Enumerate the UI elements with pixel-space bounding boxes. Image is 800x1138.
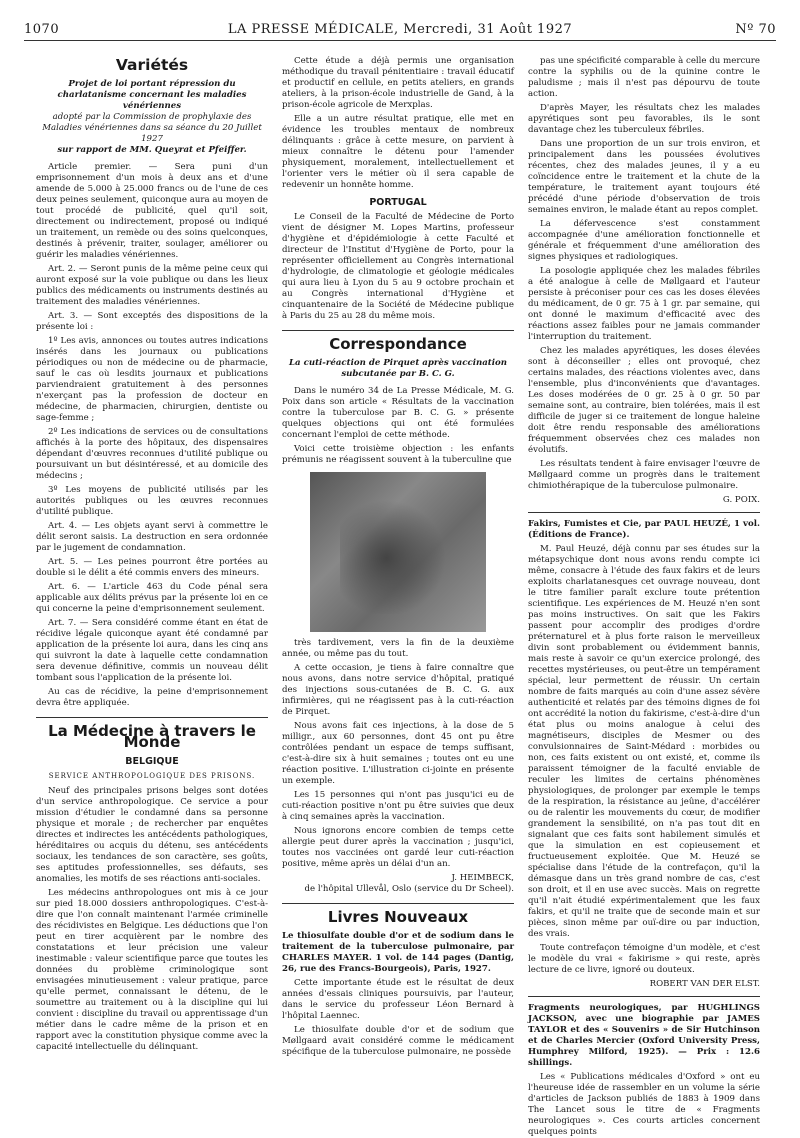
- belgique-heading: BELGIQUE: [125, 756, 179, 767]
- c3-para-5: La posologie appliquée chez les malades fébriles a été analogue à celle de Møllgaard et l'auteur persiste à préconiser pour ces cas les doses élevées du médicament, de 0 gr. 75 à 1 gr. par semaine, qui ont donné le maximum d'efficacité avec des réactions assez faibles pour ne jamais commander l'interruption du traitement.: [528, 266, 760, 342]
- article-5: Art. 5. — Les peines pourront être portées au double si le délit a été commis envers des mineurs.: [36, 557, 268, 578]
- livre1-para-1: Cette importante étude est le résultat de deux années d'essais cliniques poursuivis, par l'auteur, dans le service du professeur Léon Bernard à l'hôpital Laennec.: [282, 978, 514, 1021]
- page-header: [24, 20, 776, 41]
- livre1-title: Le thiosulfate double d'or et de sodium dans le traitement de la tuberculose pulmonaire, par CHARLES MAYER. 1 vol. de 144 pages (Dantig, 26, rue des Francs-Bourgeois), Paris, 1927.: [282, 931, 514, 974]
- cuti-para-3: très tardivement, vers la fin de la deuxième année, ou même pas du tout.: [282, 638, 514, 659]
- livre2-para-2: Toute contrefaçon témoigne d'un modèle, et c'est le modèle du vrai « fakirisme » qui reste, après lecture de ce livre, ignoré ou douteux.: [528, 943, 760, 975]
- cuti-title: [282, 358, 514, 380]
- cuti-title-text: La cuti-réaction de Pirquet après vaccination subcutanée par B. C. G.: [288, 358, 508, 379]
- column-1: [36, 56, 268, 1066]
- projet-adopt: adopté par la Commission de prophylaxie des Maladies vénériennes dans sa séance du 20 Juillet 1927: [42, 112, 262, 144]
- issue-number: Nº 70: [735, 22, 776, 37]
- c3-para-6: Chez les malades apyrétiques, les doses élevées sont à déconseiller ; elles ont provoqué, chez certains malades, des réactions violentes avec, dans l'ensemble, plus d'inconvénients que d'avantages. Les doses modérées de 0 gr. 25 à 0 gr. 50 par semaine sont, au contraire, bien tolérées, mais il est difficile de juger si ce traitement de longue haleine doit être rendu responsable des améliorations fréquemment observées chez ces malades non évolutifs.: [528, 346, 760, 455]
- article-3-1: 1º Les avis, annonces ou toutes autres indications insérés dans les journaux ou publications périodiques ou non de médecine ou de pharmacie, sauf le cas où lesdits journaux et publications parviendraient gratuitement à des personnes n'exerçant pas la profession de docteur en médecine, de pharmacien, chirurgien, dentiste ou sage-femme ;: [36, 336, 268, 423]
- service-title: SERVICE ANTHROPOLOGIQUE DES PRISONS.: [48, 772, 256, 780]
- intro-para-1: Cette étude a déjà permis une organisation méthodique du travail pénitentiaire : travail éducatif et productif en cellule, en petits ateliers, en grands ateliers, à la prison-école industrielle de Gand, à la prison-école agricole de Merxplas.: [282, 56, 514, 110]
- article-3-2: 2º Les indications de services ou de consultations affichés à la porte des hôpitaux, des dispensaires dépendant d'œuvres reconnues d'utilité publique ou poursuivant un but désintéressé, et au domicile des médecins ;: [36, 427, 268, 481]
- column-3: [528, 56, 760, 1137]
- c3-para-1: pas une spécificité comparable à celle du mercure contre la syphilis ou de la quinine contre le paludisme ; mais il n'est pas dépourvu de toute action.: [528, 56, 760, 99]
- article-4: Art. 4. — Les objets ayant servi à commettre le délit seront saisis. La destruction en sera ordonnée par le jugement de condamnation.: [36, 521, 268, 553]
- service-para-2: Les médecins anthropologues ont mis à ce jour sur pied 18.000 dossiers anthropologiques. C'est-à-dire que l'on connaît maintenant l'armée criminelle des récidivistes en Belgique. Les déductions que l'on peut en tirer acquièrent par le nombre des constatations et leur précision une valeur inestimable : valeur scientifique parce que toutes les données du problème criminologique sont envisagées minutieusement : valeur pratique, parce qu'elle permet, connaissant le détenu, de le soumettre au traitement ou à la discipline qui lui convient : discipline du travail ou apprentissage d'un métier dans le cadre même de la prison et en rapport avec la constitution physique comme avec la capacité intellectuelle du délinquant.: [36, 888, 268, 1052]
- projet-rapport: sur rapport de MM. Queyrat et Pfeiffer.: [57, 145, 247, 155]
- column-2: [282, 56, 514, 1066]
- divider: [36, 717, 268, 718]
- varietes-title: Variétés: [115, 56, 189, 74]
- signature-elst: ROBERT VAN DER ELST.: [649, 979, 760, 989]
- portugal-heading: PORTUGAL: [369, 197, 427, 208]
- divider: [528, 996, 760, 997]
- cuti-para-5: Nous avons fait ces injections, à la dose de 5 milligr., aux 60 personnes, dont 45 ont pu être contrôlées pendant un espace de temps suffisant, c'est-à-dire six à huit semaines ; toutes ont eu une réaction positive. L'illustration ci-jointe en présente un exemple.: [282, 721, 514, 786]
- livre3-para: Les « Publications médicales d'Oxford » ont eu l'heureuse idée de rassembler en un volume la série d'articles de Jackson publiés de 1883 à 1909 dans The Lancet sous le titre de « Fragments neurologiques ». Ces courts articles concernent quelques points: [528, 1072, 760, 1137]
- divider: [282, 330, 514, 331]
- livre2-para-1: M. Paul Heuzé, déjà connu par ses études sur la métapsychique dont nous avons rendu compte ici même, consacre à l'étude des faux fakirs et de leurs exploits charlatanesques cet ouvrage nouveau, dont le titre familier paraît exclure toute prétention scientifique. Les expériences de M. Heuzé n'en sont pas moins instructives. On sait que les Fakirs passent pour accomplir des prodiges d'ordre préternaturel et à plus forte raison le merveilleux divin sont probablement ou évidemment bannis, mais reste à savoir ce qu'un exercice prolongé, des recettes mystérieuses, ou peut-être un tempérament spécial, leur permettent de réussir. Un certain nombre de faits marqués au coin d'une assez sévère authenticité et relatés par des témoins dignes de foi ont accrédité la notion du fakirisme, c'est-à-dire d'un état plus ou moins analogue à celui des magnétiseurs, disciples de Mesmer ou des convulsionnaires de Saint-Médard : morbides ou non, ces faits existent ou ont existé, et, comme ils paraissent témoigner de la faculté enviable de reculer les limites de certains phénomènes physiologiques, de prolonger par exemple le temps de la respiration, la résistance au jeûne, d'accélérer ou de ralentir les mouvements du cœur, de modifier grandement la sensibilité, on n'a pas tout dit en signalant que ces faits sont habilement simulés et que la simulation en est copieusement et fructueusement exploitée. Que M. Heuzé se spécialise dans l'étude de la contrefaçon, qu'il la démasque dans un très grand nombre de cas, c'est son droit, et il en use avec succès. Mais on regrette qu'il n'ait étudié expérimentalement que les faux fakirs, et qu'il ne traite que de seconde main et sur pièces, sinon même par ouï-dire ou par induction, des vrais.: [528, 544, 760, 939]
- cuti-reaction-photo: [310, 472, 486, 632]
- intro-para-2: Elle a un autre résultat pratique, elle met en évidence les troubles mentaux de nombreux délinquants : grâce à cette mesure, on parvient à mieux connaître le détenu pour l'amender physiquement, moralement, intellectuellement et l'orienter vers le métier où il sera capable de redevenir un honnête homme.: [282, 114, 514, 190]
- cuti-para-2: Voici cette troisième objection : les enfants prémunis ne réagissent souvent à la tuberculine que: [282, 444, 514, 465]
- c3-para-4: La défervescence s'est constamment accompagnée d'une amélioration fonctionnelle et générale et fréquemment d'une amélioration des signes physiques et radiologiques.: [528, 219, 760, 262]
- projet-title-text: Projet de loi portant répression du charlatanisme concernant les maladies vénériennes: [57, 79, 247, 111]
- divider: [528, 512, 760, 513]
- article-7: Art. 7. — Sera considéré comme étant en état de récidive légale quiconque ayant été condamné par application de la présente loi aura, dans les cinq ans qui suivront la date à laquelle cette condamnation sera devenue définitive, commis un nouveau délit tombant sous l'application de la présente loi.: [36, 618, 268, 683]
- livres-title: Livres Nouveaux: [327, 908, 469, 926]
- c3-para-2: D'après Mayer, les résultats chez les malades apyrétiques sont peu favorables, ils le sont davantage chez les tuberculeux fébriles.: [528, 103, 760, 135]
- livre2-title: Fakirs, Fumistes et Cie, par PAUL HEUZÉ, 1 vol. (Éditions de France).: [528, 519, 760, 540]
- c3-para-3: Dans une proportion de un sur trois environ, et principalement dans les poussées évolutives récentes, chez des malades jeunes, il y a eu coïncidence entre le traitement et la chute de la température, le traitement ayant toujours été précédé d'une période d'observation de trois semaines environ, le malade étant au repos complet.: [528, 139, 760, 215]
- service-para-1: Neuf des principales prisons belges sont dotées d'un service anthropologique. Ce service a pour mission d'étudier le condamné dans sa personne physique et morale ; de rechercher par enquêtes directes et indirectes les antécédents pathologiques, héréditaires ou acquis du détenu, ses antécédents sociaux, les tendances de son caractère, ses goûts, ses aptitudes professionnelles, ses défauts, ses anomalies, les motifs de ses réactions anti-sociales.: [36, 786, 268, 884]
- page-number: 1070: [24, 22, 60, 37]
- livre1-para-2: Le thiosulfate double d'or et de sodium que Møllgaard avait considéré comme le médicament spécifique de la tuberculose pulmonaire, ne possède: [282, 1025, 514, 1057]
- cuti-para-6: Les 15 personnes qui n'ont pas jusqu'ici eu de cuti-réaction positive n'ont pu être suivies que deux à cinq semaines après la vaccination.: [282, 790, 514, 822]
- cuti-para-1: Dans le numéro 34 de La Presse Médicale, M. G. Poix dans son article « Résultats de la vaccination contre la tuberculose par B. C. G. » présente quelques objections qui ont été formulées concernant l'emploi de cette méthode.: [282, 386, 514, 440]
- article-3: Art. 3. — Sont exceptés des dispositions de la présente loi :: [36, 311, 268, 332]
- article-2: Art. 2. — Seront punis de la même peine ceux qui auront exposé sur la voie publique ou dans les lieux publics des médicaments ou instruments destinés au traitement des maladies vénériennes.: [36, 264, 268, 307]
- article-1: Article premier. — Sera puni d'un emprisonnement d'un mois à deux ans et d'une amende de 5.000 à 25.000 francs ou de l'une de ces deux peines seulement, quiconque aura au moyen de tout procédé de publicité, quel qu'il soit, directement ou indirectement, proposé ou indiqué un traitement, un remède ou des soins quelconques, destinés à prévenir, traiter, soulager, améliorer ou guérir les maladies vénériennes.: [36, 162, 268, 260]
- livre3-title: Fragments neurologiques, par HUGHLINGS JACKSON, avec une biographie par JAMES TAYLOR et des « Souvenirs » de Sir Hutchinson et de Charles Mercier (Oxford University Press, Humphrey Milford, 1925). — Prix : 12.6 shillings.: [528, 1003, 760, 1068]
- signature: J. HEIMBECK,: [451, 873, 514, 883]
- signature-affiliation: de l'hôpital Ullevål, Oslo (service du Dr Scheel).: [304, 884, 514, 894]
- medecine-title: La Médecine à travers le Monde: [48, 722, 256, 751]
- article-3-3: 3º Les moyens de publicité utilisés par les autorités publiques ou les œuvres reconnues d'utilité publique.: [36, 485, 268, 517]
- correspondance-title: Correspondance: [329, 335, 467, 353]
- journal-title: LA PRESSE MÉDICALE, Mercredi, 31 Août 1927: [227, 22, 573, 37]
- article-recidive: Au cas de récidive, la peine d'emprisonnement devra être appliquée.: [36, 687, 268, 708]
- c3-para-7: Les résultats tendent à faire envisager l'œuvre de Møllgaard comme un progrès dans le traitement chimiothérapique de la tuberculose pulmonaire.: [528, 459, 760, 491]
- projet-title: [36, 79, 268, 156]
- cuti-para-4: A cette occasion, je tiens à faire connaître que nous avons, dans notre service d'hôpital, pratiqué des injections sous-cutanées de B. C. G. aux infirmières, qui ne réagissent pas à la cuti-réaction de Pirquet.: [282, 663, 514, 717]
- article-6: Art. 6. — L'article 463 du Code pénal sera applicable aux délits prévus par la présente loi en ce qui concerne la peine d'emprisonnement seulement.: [36, 582, 268, 614]
- divider: [282, 903, 514, 904]
- portugal-para: Le Conseil de la Faculté de Médecine de Porto vient de désigner M. Lopes Martins, professeur d'hygiène et d'épidémiologie à cette Faculté et directeur de l'Institut d'Hygiène de Porto, pour la représenter officiellement au Congrès international d'hydrologie, de climatologie et géologie médicales qui aura lieu à Lyon du 5 au 9 octobre prochain et au Congrès international d'Hygiène et cinquantenaire de la Société de Médecine publique à Paris du 25 au 28 du même mois.: [282, 212, 514, 321]
- signature-poix: G. POIX.: [722, 495, 760, 505]
- cuti-para-7: Nous ignorons encore combien de temps cette allergie peut durer après la vaccination ; jusqu'ici, toutes nos vaccinées ont gardé leur cuti-réaction positive, même après un délai d'un an.: [282, 826, 514, 869]
